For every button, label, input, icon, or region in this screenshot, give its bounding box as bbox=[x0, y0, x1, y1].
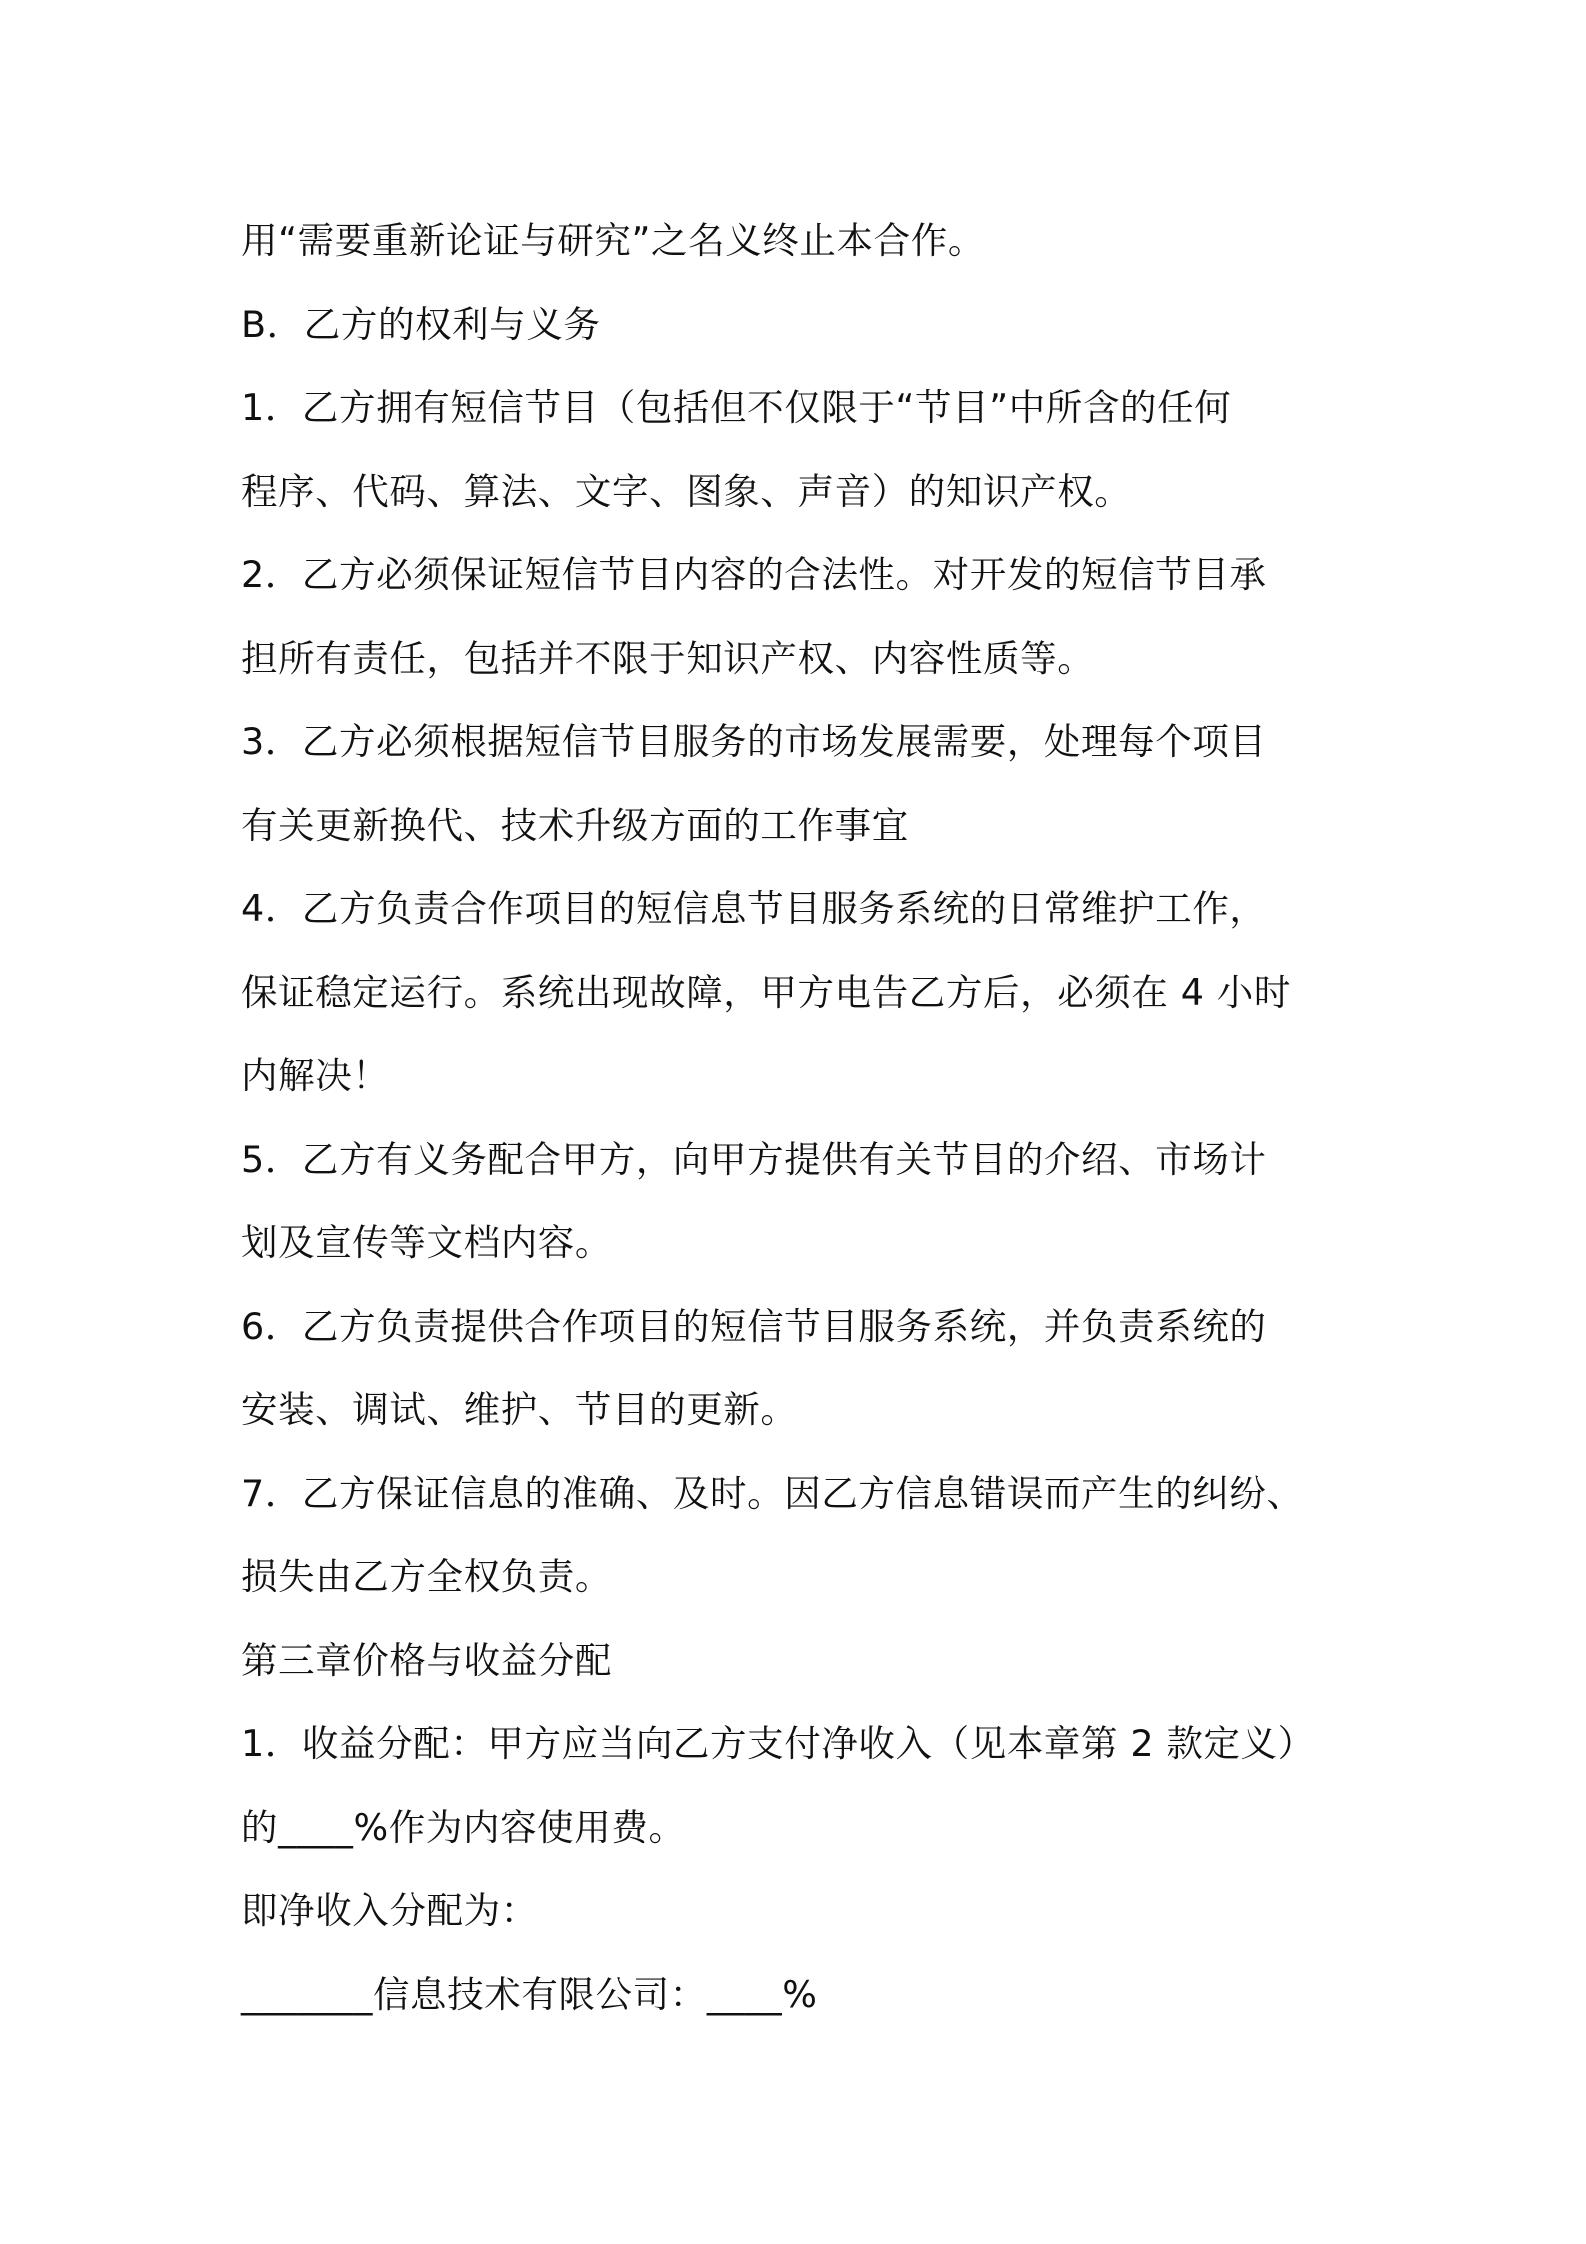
text-line: 6．乙方负责提供合作项目的短信节目服务系统，并负责系统的 bbox=[241, 1304, 1267, 1348]
text-line: 损失由乙方全权负责。 bbox=[241, 1555, 612, 1598]
text-line: 5．乙方有义务配合甲方，向甲方提供有关节目的介绍、市场计 bbox=[241, 1137, 1267, 1181]
text-line: 即净收入分配为： bbox=[241, 1889, 538, 1932]
text-line: 7．乙方保证信息的准确、及时。因乙方信息错误而产生的纠纷、 bbox=[241, 1471, 1304, 1515]
chapter-heading: 第三章价格与收益分配 bbox=[241, 1638, 612, 1682]
text-line: 1．收益分配：甲方应当向乙方支付净收入（见本章第 2 款定义） bbox=[241, 1722, 1315, 1765]
text-line: 内解决！ bbox=[241, 1054, 390, 1097]
text-line: _______信息技术有限公司：____% bbox=[241, 1972, 818, 2016]
document-body bbox=[241, 199, 1391, 2036]
text-line: 担所有责任，包括并不限于知识产权、内容性质等。 bbox=[241, 636, 1095, 680]
text-line: 程序、代码、算法、文字、图象、声音）的知识产权。 bbox=[241, 469, 1132, 513]
text-line: 用“需要重新论证与研究”之名义终止本合作。 bbox=[241, 219, 985, 262]
text-line: 保证稳定运行。系统出现故障，甲方电告乙方后，必须在 4 小时 bbox=[241, 970, 1291, 1014]
text-line: 的____%作为内容使用费。 bbox=[241, 1805, 686, 1849]
text-line: 划及宣传等文档内容。 bbox=[241, 1221, 612, 1264]
text-line: 4．乙方负责合作项目的短信息节目服务系统的日常维护工作， bbox=[241, 887, 1267, 930]
text-line: 安装、调试、维护、节目的更新。 bbox=[241, 1388, 798, 1431]
text-line: 有关更新换代、技术升级方面的工作事宜 bbox=[241, 803, 909, 847]
text-line: 1．乙方拥有短信节目（包括但不仅限于“节目”中所含的任何 bbox=[241, 386, 1232, 429]
text-line: 3．乙方必须根据短信节目服务的市场发展需要，处理每个项目 bbox=[241, 720, 1267, 763]
text-line: 2．乙方必须保证短信节目内容的合法性。对开发的短信节目承 bbox=[241, 553, 1267, 596]
section-heading: B．乙方的权利与义务 bbox=[241, 302, 601, 346]
